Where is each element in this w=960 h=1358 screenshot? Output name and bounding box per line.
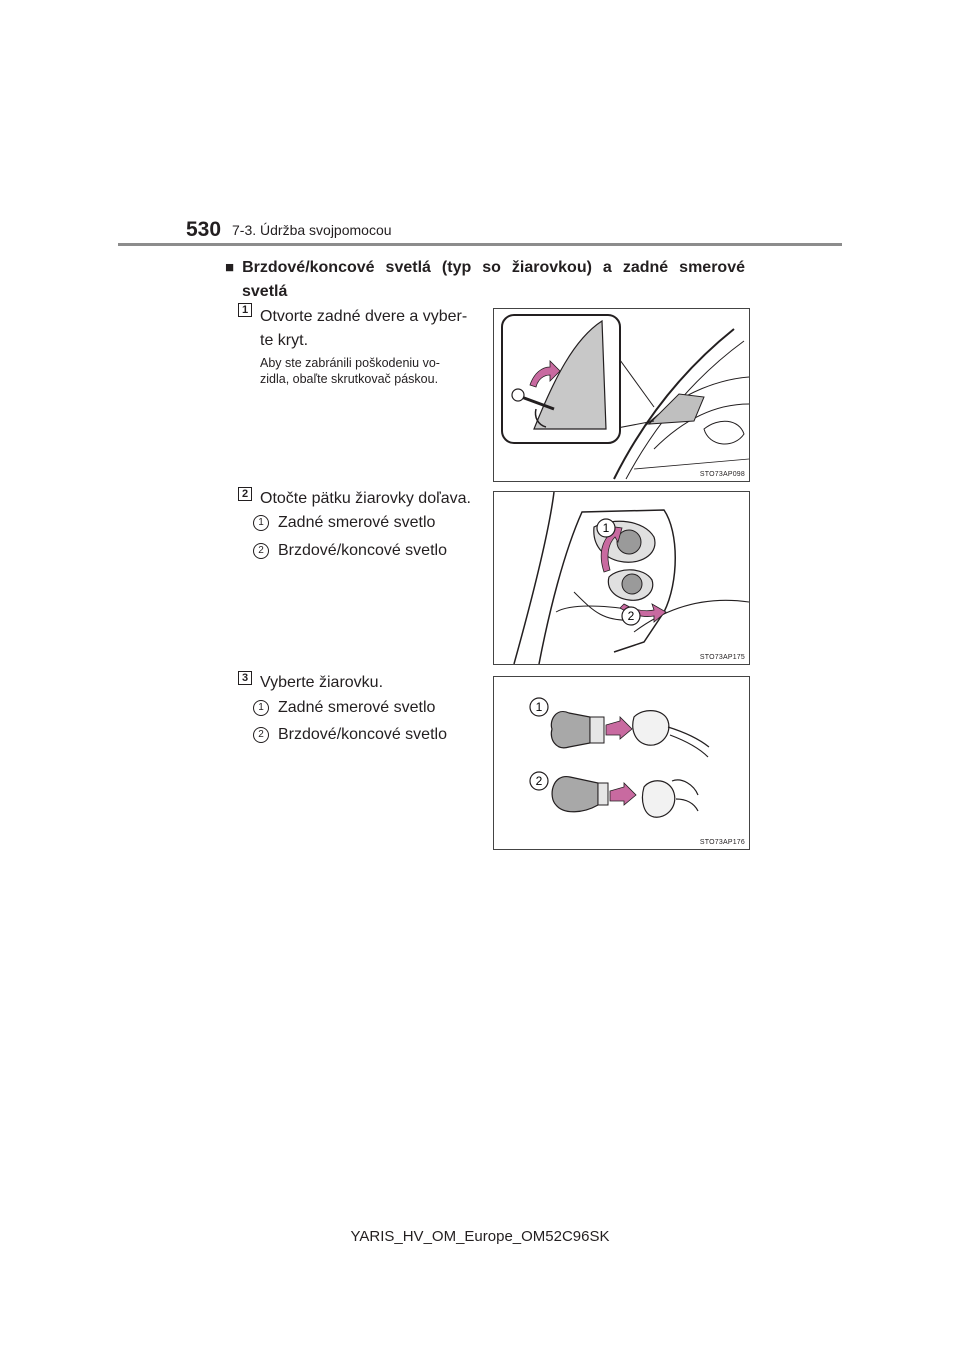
footer-document-id: YARIS_HV_OM_Europe_OM52C96SK [350, 1228, 610, 1245]
figure-open-door-remove-cover [493, 308, 750, 482]
step-1-text-line-2: te kryt. [260, 332, 309, 349]
figure-1-illustration [494, 309, 749, 481]
figure-code: STO73AP098 [699, 471, 745, 478]
step-1-badge: 1 [238, 303, 252, 317]
step-1-note-line-2: zidla, obaľte skrutkovač páskou. [260, 372, 439, 386]
step-1-note-line-1: Aby ste zabránili poškodeniu vo- [260, 356, 440, 370]
step-2-item-1-number: 1 [253, 515, 269, 531]
figure-rotate-bulb-socket [493, 491, 750, 665]
step-3-item-1-label: Zadné smerové svetlo [278, 699, 436, 716]
section-heading [225, 256, 745, 304]
figure-2-illustration [494, 492, 749, 664]
heading-line-2: svetlá [242, 283, 288, 300]
step-3-item-2-number: 2 [253, 727, 269, 743]
heading-line-1: Brzdové/koncové svetlá (typ so žiarovkou) a zadné smerové [242, 259, 745, 276]
step-3-badge: 3 [238, 671, 252, 685]
callout-1: 1 [602, 521, 610, 535]
figure-code: STO73AP175 [699, 654, 745, 661]
step-2-item-2-label: Brzdové/koncové svetlo [278, 542, 447, 559]
step-2-item-1 [253, 512, 435, 534]
square-bullet-icon: ■ [225, 259, 235, 276]
step-3-item-2-label: Brzdové/koncové svetlo [278, 726, 447, 743]
step-2-text-line-1: Otočte pätku žiarovky doľava. [260, 490, 471, 507]
step-3-item-1 [253, 697, 435, 719]
step-3-text-line-1: Vyberte žiarovku. [260, 674, 384, 691]
page-number: 530 [186, 218, 222, 241]
section-title: 7-3. Údržba svojpomocou [232, 222, 392, 238]
callout-2: 2 [627, 609, 635, 623]
figure-3-illustration [494, 677, 749, 849]
step-2-badge: 2 [238, 487, 252, 501]
step-3-item-1-number: 1 [253, 700, 269, 716]
step-2-item-1-label: Zadné smerové svetlo [278, 514, 436, 531]
callout-2: 2 [535, 774, 543, 788]
step-2-item-2-number: 2 [253, 543, 269, 559]
step-3-item-2 [253, 724, 447, 746]
figure-code: STO73AP176 [699, 839, 745, 846]
callout-1: 1 [535, 700, 543, 714]
step-1-text-line-1: Otvorte zadné dvere a vyber- [260, 308, 468, 325]
header-divider [118, 243, 842, 246]
step-2-item-2 [253, 540, 447, 562]
figure-remove-bulbs [493, 676, 750, 850]
